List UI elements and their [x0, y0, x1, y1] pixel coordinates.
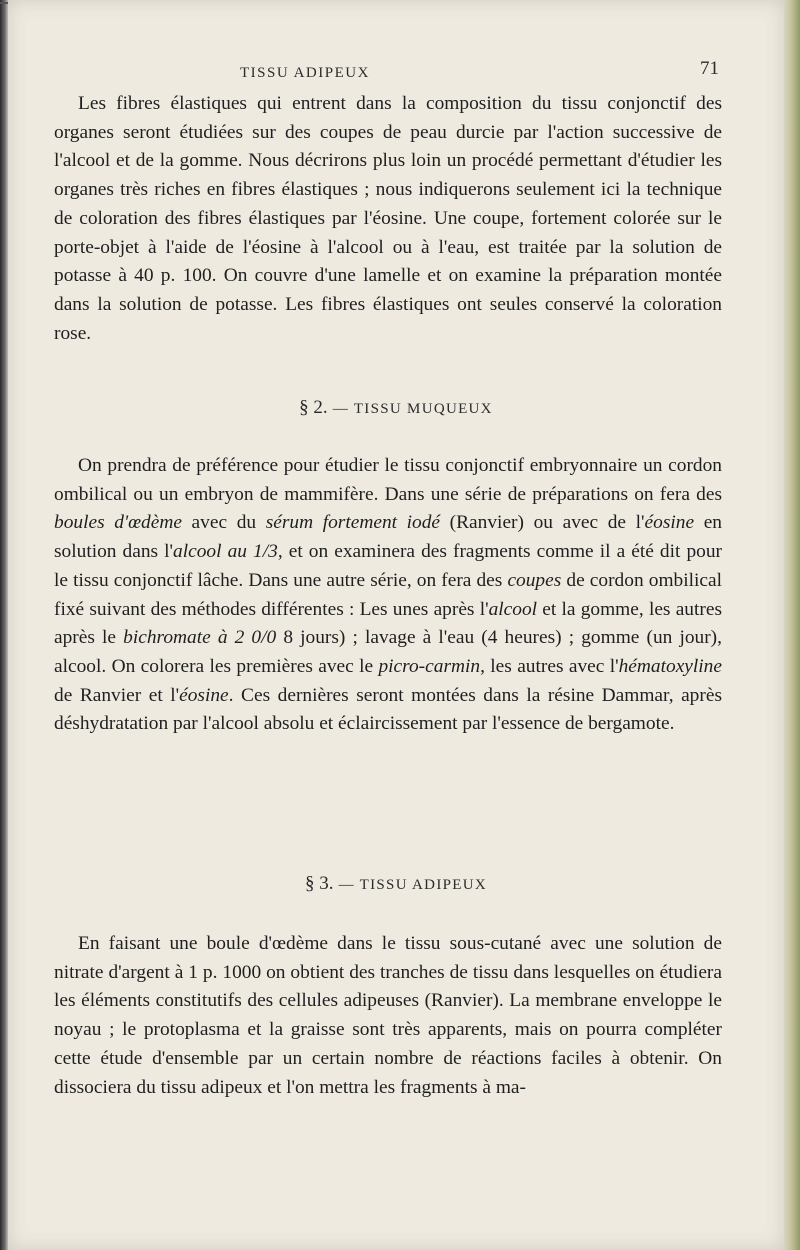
text-run: 8 jours) ; lavage à l'eau (4 heures) ; gomme (un jour), alcool. On colorera les premières avec le [54, 627, 722, 677]
italic-term: boules d'œdème [54, 512, 182, 534]
section-title-text: TISSU ADIPEUX [359, 877, 487, 893]
page-header [8, 58, 784, 86]
italic-term: alcool au 1/3 [173, 541, 278, 563]
running-head: TISSU ADIPEUX [240, 65, 370, 81]
italic-term: coupes [507, 569, 562, 591]
italic-term: alcool [488, 598, 538, 620]
paragraph-elastic-fibres [54, 90, 722, 348]
text-run: et la gomme, les autres après le [54, 598, 723, 649]
scan-left-edge [0, 0, 8, 1250]
text-run: . Ces dernières seront montées dans la résine Dammar, après déshydratation par l'alcool absolu et éclaircissement par l'essence de bergamote. [54, 684, 722, 735]
paragraph-text [54, 452, 722, 739]
text-run: en solution dans l' [54, 512, 722, 563]
text-run: , et on examinera des fragments comme il a été dit pour le tissu conjonctif lâche. Dans une autre série, on fera des [54, 541, 722, 591]
page-number: 71 [700, 58, 719, 79]
book-page [8, 0, 784, 1250]
paragraph-tissu-adipeux [54, 930, 722, 1102]
italic-term: sérum fortement iodé [265, 512, 441, 534]
text-run: de Ranvier et l' [54, 684, 180, 706]
section-symbol: § 2. [299, 397, 328, 418]
italic-term: hématoxyline [618, 655, 722, 677]
section-dash: — [338, 877, 355, 893]
section-title-text: TISSU MUQUEUX [353, 401, 493, 417]
italic-term: éosine [644, 512, 695, 534]
italic-term: bichromate à 2 0/0 [123, 627, 277, 649]
italic-term: éosine [179, 684, 229, 706]
scan-right-edge [784, 0, 800, 1250]
paragraph-tissu-muqueux [54, 452, 722, 739]
text-run: On prendra de préférence pour étudier le tissu conjonctif embryonnaire un cordon ombilical ou un embryon de mammifère. Dans une série de préparations on fera des [54, 455, 722, 505]
paragraph-text: En faisant une boule d'œdème dans le tissu sous-cutané avec une solution de nitrate d'argent à 1 p. 1000 on obtient des tranches de tissu dans lesquelles on étudiera les éléments constitutifs des cellules adipeuses (Ranvier). La membrane enveloppe le noyau ; le protoplasma et la graisse sont très apparents, mais on pourra compléter cette étude d'ensemble par un certain nombre de réactions faciles à obtenir. On dissociera du tissu adipeux et l'on mettra les fragments à ma- [54, 933, 722, 1098]
text-run: , les autres avec l' [480, 655, 619, 677]
paragraph-text: Les fibres élastiques qui entrent dans la composition du tissu conjonctif des organes seront étudiées sur des coupes de peau durcie par l'action successive de l'alcool et de la gomme. Nous décrirons plus loin un procédé permettant d'étudier les organes très riches en fibres élastiques ; nous indiquerons seulement ici la technique de coloration des fibres élastiques par l'éosine. Une coupe, fortement colorée sur le porte-objet à l'aide de l'éosine à l'alcool ou à l'eau, est traitée par la solution de potasse à 40 p. 100. On couvre d'une lamelle et on examine la préparation montée dans la solution de potasse. Les fibres élastiques ont seules conservé la coloration rose. [54, 93, 722, 344]
section-symbol: § 3. [305, 873, 334, 894]
section-heading-tissu-muqueux [8, 397, 784, 419]
italic-term: picro-carmin [378, 655, 481, 677]
text-run: avec du [181, 512, 266, 534]
text-run: (Ranvier) ou avec de l' [440, 512, 645, 534]
text-run: de cordon ombilical fixé suivant des méthodes différentes : Les unes après l' [54, 569, 722, 620]
section-dash: — [332, 401, 350, 417]
section-heading-tissu-adipeux [8, 873, 784, 895]
